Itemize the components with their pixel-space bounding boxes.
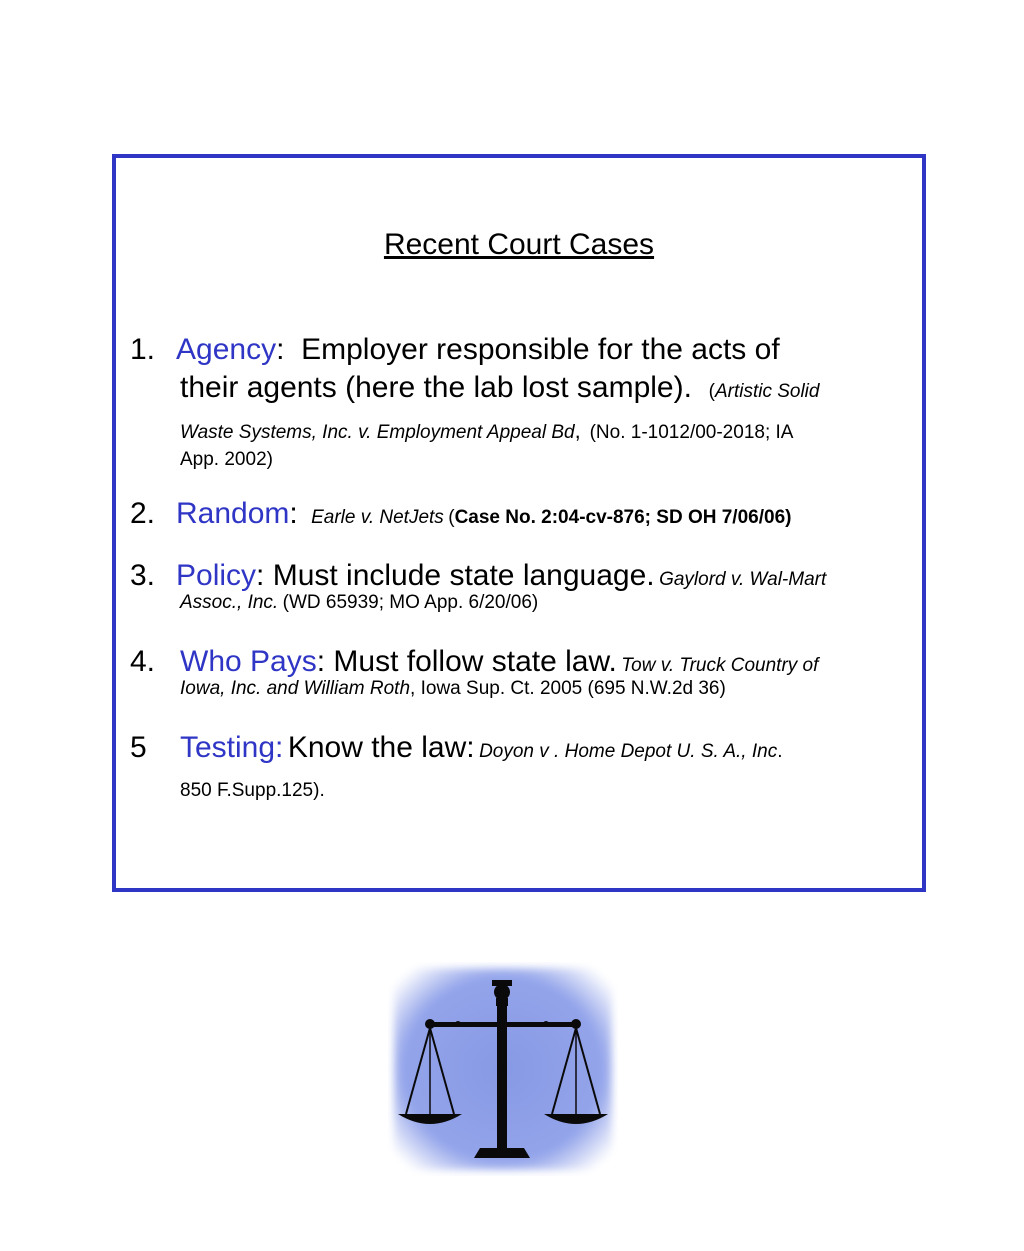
item-number: 5 [130,731,147,764]
list-item-policy: 3. Policy: Must include state language. Gaylord v. Wal-Mart Assoc., Inc. (WD 65939; MO App. 6/20/06) [130,559,827,613]
list-item-who-pays: 4. Who Pays: Must follow state law. Tow v. Truck Country of Iowa, Inc. and William Roth, Iowa Sup. Ct. 2005 (695 N.W.2d 36) [130,645,819,699]
scales-of-justice-icon [388,962,618,1176]
scales-of-justice-image [388,962,618,1176]
list-item-agency: 1. Agency: Employer responsible for the acts of their agents (here the lab lost sample). (Artistic Solid Waste Systems, Inc. v. Employment Appeal Bd, (No. 1-1012/00-2018; IA App. 2002) [130,333,820,470]
list-item-random: 2. Random: Earle v. NetJets (Case No. 2:04-cv-876; SD OH 7/06/06) [130,497,792,530]
content-frame [112,154,926,892]
item-number: 4. [130,645,156,678]
item-number: 2. [130,497,156,530]
item-keyword: Testing: [180,731,284,764]
item-number: 3. [130,559,156,592]
item-keyword: Random [176,497,290,530]
item-keyword: Agency [176,333,277,366]
list-item-testing: 5 Testing: Know the law: Doyon v . Home Depot U. S. A., Inc. 850 F.Supp.125). [130,731,783,801]
item-keyword: Policy [176,559,257,592]
item-text: Employer responsible for the acts of [301,333,780,366]
page-title: Recent Court Cases [383,228,655,261]
item-keyword: Who Pays [180,645,317,678]
item-number: 1. [130,333,156,366]
